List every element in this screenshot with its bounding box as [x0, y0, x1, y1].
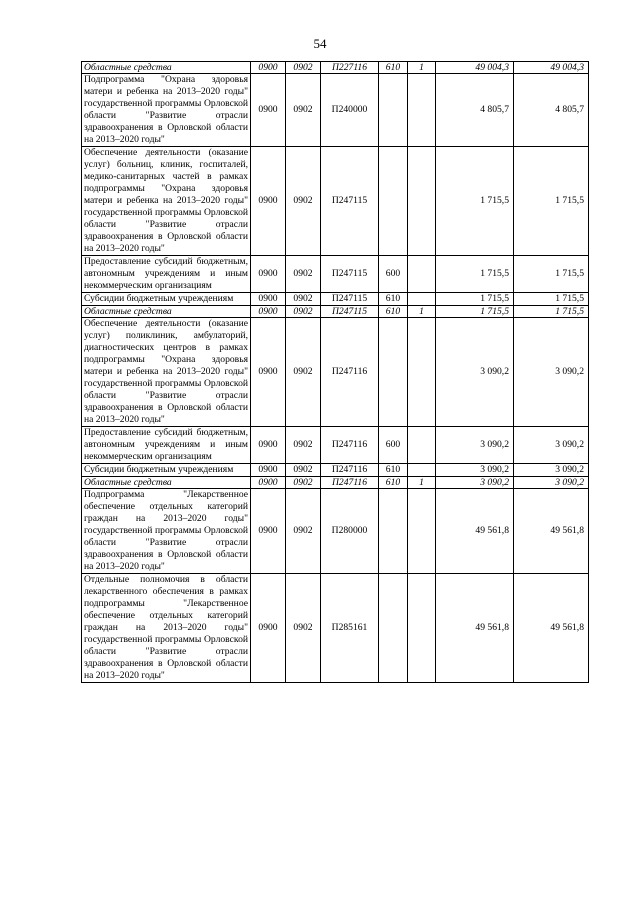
- funding-source-cell: [408, 256, 436, 293]
- section-code-cell: 0900: [251, 74, 286, 147]
- page-number: 54: [313, 36, 327, 51]
- amount-cell: 1 715,5: [514, 147, 589, 256]
- table-row: [82, 147, 589, 256]
- amount-cell: 3 090,2: [436, 427, 514, 464]
- target-article-cell: П240000: [321, 74, 379, 147]
- subsection-code-cell: 0902: [286, 62, 321, 74]
- row-name-cell: Обеспечение деятельности (оказание услуг) больниц, клиник, госпиталей, медико-санитарных частей в рамках подпрограммы "Охрана здоровья матери и ребенка на 2013–2020 годы" государственной программы Орловской области "Развитие отрасли здравоохранения в Орловской области на 2013–2020 годы": [82, 147, 251, 256]
- funding-source-cell: [408, 464, 436, 477]
- table-row: [82, 427, 589, 464]
- row-name-cell: Предоставление субсидий бюджетным, автономным учреждениям и иным некоммерческим организациям: [82, 256, 251, 293]
- section-code-cell: 0900: [251, 293, 286, 306]
- subsection-code-cell: 0902: [286, 256, 321, 293]
- expense-type-cell: 610: [379, 62, 408, 74]
- amount-cell: 3 090,2: [514, 318, 589, 427]
- expense-type-cell: 610: [379, 306, 408, 318]
- amount-cell: 1 715,5: [436, 306, 514, 318]
- funding-source-cell: 1: [408, 477, 436, 489]
- target-article-cell: П247116: [321, 477, 379, 489]
- target-article-cell: П280000: [321, 489, 379, 574]
- table-row: [82, 489, 589, 574]
- expense-type-cell: [379, 318, 408, 427]
- amount-cell: 1 715,5: [436, 256, 514, 293]
- target-article-cell: П247116: [321, 464, 379, 477]
- amount-cell: 1 715,5: [514, 306, 589, 318]
- subsection-code-cell: 0902: [286, 74, 321, 147]
- section-code-cell: 0900: [251, 489, 286, 574]
- row-name-cell: Областные средства: [82, 62, 251, 74]
- row-name-cell: Областные средства: [82, 477, 251, 489]
- subsection-code-cell: 0902: [286, 147, 321, 256]
- section-code-cell: 0900: [251, 147, 286, 256]
- row-name-cell: Областные средства: [82, 306, 251, 318]
- subsection-code-cell: 0902: [286, 464, 321, 477]
- row-name-cell: Субсидии бюджетным учреждениям: [82, 464, 251, 477]
- amount-cell: 49 561,8: [514, 489, 589, 574]
- section-code-cell: 0900: [251, 464, 286, 477]
- amount-cell: 49 561,8: [436, 489, 514, 574]
- amount-cell: 4 805,7: [436, 74, 514, 147]
- row-name-cell: Обеспечение деятельности (оказание услуг) поликлиник, амбулаторий, диагностических центров в рамках подпрограммы "Охрана здоровья матери и ребенка на 2013–2020 годы" государственной программы Орловской области "Развитие отрасли здравоохранения в Орловской области на 2013–2020 годы": [82, 318, 251, 427]
- row-name-cell: Подпрограмма "Лекарственное обеспечение отдельных категорий граждан на 2013–2020 годы" государственной программы Орловской области "Развитие отрасли здравоохранения в Орловской области на 2013–2020 годы": [82, 489, 251, 574]
- table-row: [82, 464, 589, 477]
- table-subtotal-row: [82, 306, 589, 318]
- budget-table: [81, 61, 589, 683]
- expense-type-cell: [379, 147, 408, 256]
- expense-type-cell: 610: [379, 477, 408, 489]
- funding-source-cell: 1: [408, 306, 436, 318]
- section-code-cell: 0900: [251, 306, 286, 318]
- expense-type-cell: [379, 489, 408, 574]
- subsection-code-cell: 0902: [286, 477, 321, 489]
- amount-cell: 3 090,2: [514, 477, 589, 489]
- target-article-cell: П247115: [321, 306, 379, 318]
- amount-cell: 3 090,2: [514, 464, 589, 477]
- funding-source-cell: [408, 147, 436, 256]
- table-body: [82, 62, 589, 683]
- target-article-cell: П247115: [321, 293, 379, 306]
- funding-source-cell: 1: [408, 62, 436, 74]
- table-row: [82, 256, 589, 293]
- row-name-cell: Подпрограмма "Охрана здоровья матери и ребенка на 2013–2020 годы" государственной программы Орловской области "Развитие отрасли здравоохранения в Орловской области на 2013–2020 годы": [82, 74, 251, 147]
- row-name-cell: Субсидии бюджетным учреждениям: [82, 293, 251, 306]
- expense-type-cell: 600: [379, 427, 408, 464]
- section-code-cell: 0900: [251, 427, 286, 464]
- table-row: [82, 574, 589, 683]
- target-article-cell: П247115: [321, 147, 379, 256]
- amount-cell: 49 004,3: [436, 62, 514, 74]
- amount-cell: 4 805,7: [514, 74, 589, 147]
- amount-cell: 49 561,8: [514, 574, 589, 683]
- amount-cell: 3 090,2: [436, 477, 514, 489]
- expense-type-cell: 610: [379, 293, 408, 306]
- expense-type-cell: [379, 74, 408, 147]
- target-article-cell: П247115: [321, 256, 379, 293]
- expense-type-cell: 610: [379, 464, 408, 477]
- amount-cell: 1 715,5: [514, 293, 589, 306]
- subsection-code-cell: 0902: [286, 489, 321, 574]
- funding-source-cell: [408, 318, 436, 427]
- amount-cell: 1 715,5: [436, 147, 514, 256]
- row-name-cell: Отдельные полномочия в области лекарственного обеспечения в рамках подпрограммы "Лекарственное обеспечение отдельных категорий граждан на 2013–2020 годы" государственной программы Орловской области "Развитие отрасли здравоохранения в Орловской области на 2013–2020 годы": [82, 574, 251, 683]
- table-row: [82, 293, 589, 306]
- section-code-cell: 0900: [251, 318, 286, 427]
- expense-type-cell: [379, 574, 408, 683]
- target-article-cell: П227116: [321, 62, 379, 74]
- row-name-cell: Предоставление субсидий бюджетным, автономным учреждениям и иным некоммерческим организациям: [82, 427, 251, 464]
- section-code-cell: 0900: [251, 62, 286, 74]
- table-subtotal-row: [82, 62, 589, 74]
- section-code-cell: 0900: [251, 574, 286, 683]
- target-article-cell: П247116: [321, 318, 379, 427]
- section-code-cell: 0900: [251, 477, 286, 489]
- funding-source-cell: [408, 427, 436, 464]
- expense-type-cell: 600: [379, 256, 408, 293]
- table-subtotal-row: [82, 477, 589, 489]
- amount-cell: 3 090,2: [514, 427, 589, 464]
- funding-source-cell: [408, 574, 436, 683]
- table-row: [82, 318, 589, 427]
- amount-cell: 1 715,5: [514, 256, 589, 293]
- target-article-cell: П285161: [321, 574, 379, 683]
- subsection-code-cell: 0902: [286, 306, 321, 318]
- subsection-code-cell: 0902: [286, 318, 321, 427]
- subsection-code-cell: 0902: [286, 293, 321, 306]
- funding-source-cell: [408, 74, 436, 147]
- table-row: [82, 74, 589, 147]
- amount-cell: 3 090,2: [436, 318, 514, 427]
- target-article-cell: П247116: [321, 427, 379, 464]
- funding-source-cell: [408, 489, 436, 574]
- subsection-code-cell: 0902: [286, 427, 321, 464]
- funding-source-cell: [408, 293, 436, 306]
- subsection-code-cell: 0902: [286, 574, 321, 683]
- amount-cell: 1 715,5: [436, 293, 514, 306]
- amount-cell: 49 004,3: [514, 62, 589, 74]
- section-code-cell: 0900: [251, 256, 286, 293]
- amount-cell: 3 090,2: [436, 464, 514, 477]
- amount-cell: 49 561,8: [436, 574, 514, 683]
